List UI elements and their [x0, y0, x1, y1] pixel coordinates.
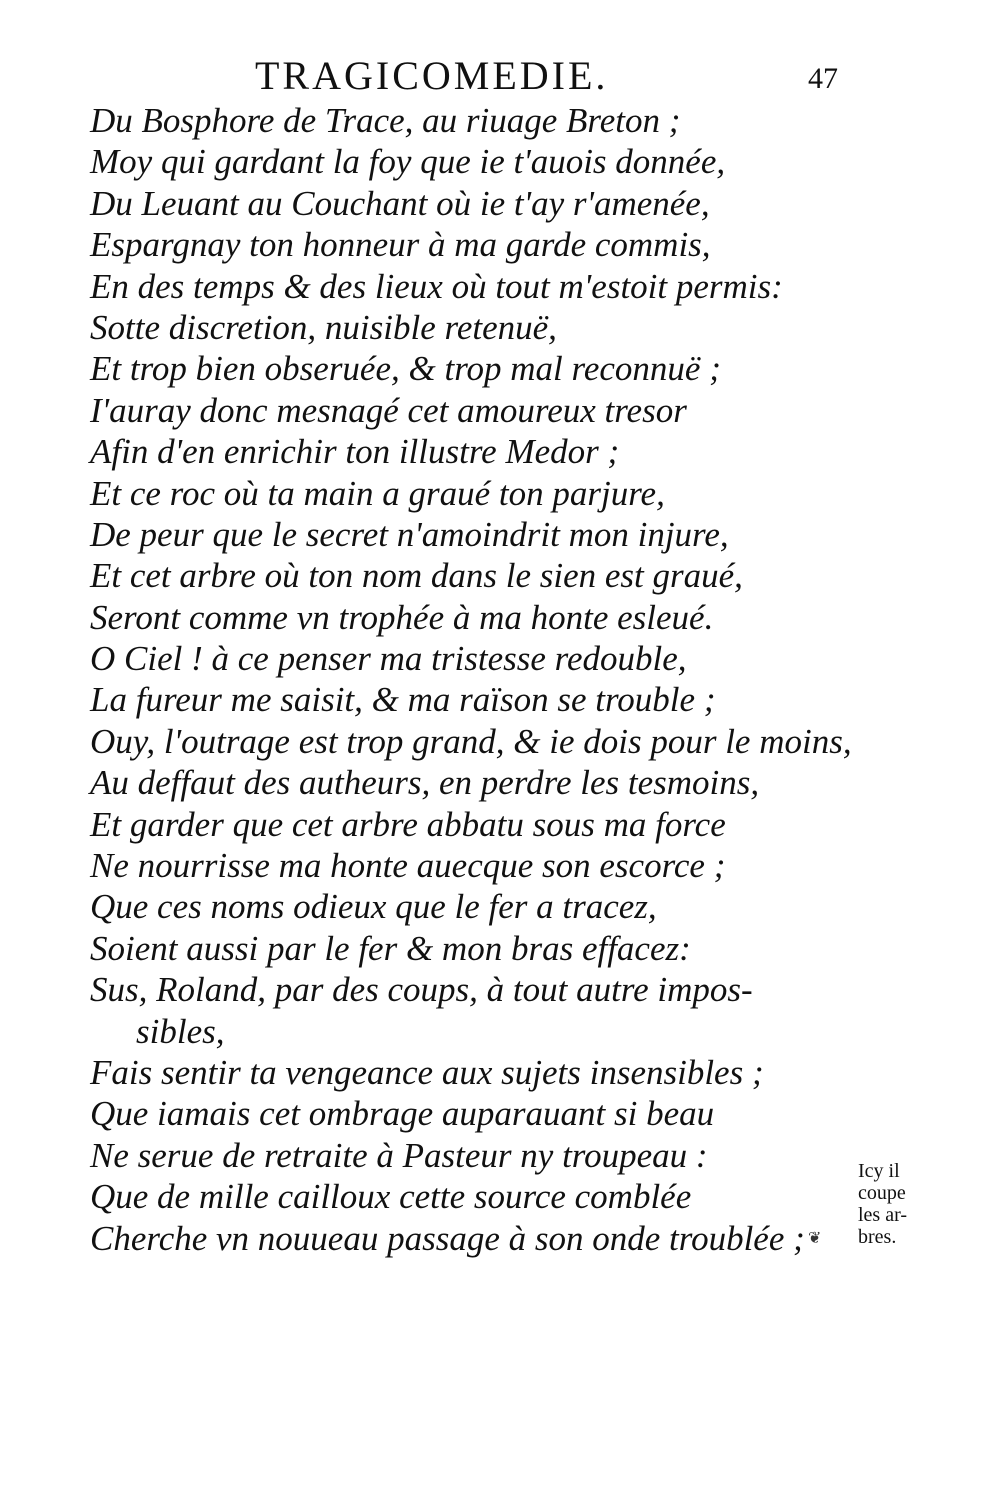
verse-line: O Ciel ! à ce penser ma tristesse redouble,: [90, 639, 687, 679]
verse-line: Que ces noms odieux que le fer a tracez,: [90, 887, 657, 927]
verse-line: I'auray donc mesnagé cet amoureux tresor: [90, 390, 687, 430]
stage-direction-note: Icy il coupe les ar- bres.: [858, 1160, 908, 1248]
verse-line: Sotte discretion, nuisible retenuë,: [90, 307, 557, 347]
verse-line: Du Leuant au Couchant où ie t'ay r'amenée,: [90, 183, 710, 223]
verse-line: Et ce roc où ta main a graué ton parjure,: [90, 473, 665, 513]
verse-line: Sus, Roland, par des coups, à tout autre impos-: [90, 970, 753, 1010]
verse-line: Seront comme vn trophée à ma honte esleué.: [90, 597, 714, 637]
verse-line: Ne nourrisse ma honte auecque son escorce ;: [90, 846, 726, 886]
verse-line: Que de mille cailloux cette source comblée: [90, 1177, 692, 1217]
verse-line: Du Bosphore de Trace, au riuage Breton ;: [90, 101, 681, 140]
verse-line: La fureur me saisit, & ma raïson se trouble ;: [90, 680, 716, 720]
verse-line: Et garder que cet arbre abbatu sous ma force: [90, 804, 726, 844]
verse-line: Espargnay ton honneur à ma garde commis,: [90, 225, 711, 265]
verse-line: De peur que le secret n'amoindrit mon injure,: [90, 514, 729, 554]
verse-line-continuation: sibles,: [136, 1011, 225, 1051]
verse-line: Que iamais cet ombrage auparauant si beau: [90, 1094, 715, 1134]
verse-line: Moy qui gardant la foy que ie t'auois donnée,: [90, 142, 726, 182]
verse-line: En des temps & des lieux où tout m'estoit permis:: [90, 266, 783, 306]
ornament-icon: ❦: [808, 1228, 822, 1247]
verse-line: Et trop bien obseruée, & trop mal reconnuë ;: [90, 349, 721, 389]
page-number: 47: [808, 62, 838, 95]
verse-block: [90, 100, 850, 1259]
verse-line: Ouy, l'outrage est trop grand, & ie dois pour le moins,: [90, 721, 852, 761]
verse-line: Afin d'en enrichir ton illustre Medor ;: [90, 432, 620, 472]
verse-line: Soient aussi par le fer & mon bras effacez:: [90, 928, 691, 968]
verse-line: Au deffaut des autheurs, en perdre les tesmoins,: [90, 763, 760, 803]
verse-line: Fais sentir ta vengeance aux sujets insensibles ;: [90, 1052, 764, 1092]
verse-line: Et cet arbre où ton nom dans le sien est graué,: [90, 556, 743, 596]
verse-line: Ne serue de retraite à Pasteur ny troupeau :: [90, 1135, 708, 1175]
verse-line: Cherche vn nouueau passage à son onde troublée ;: [90, 1218, 805, 1258]
running-title: TRAGICOMEDIE.: [255, 53, 609, 98]
